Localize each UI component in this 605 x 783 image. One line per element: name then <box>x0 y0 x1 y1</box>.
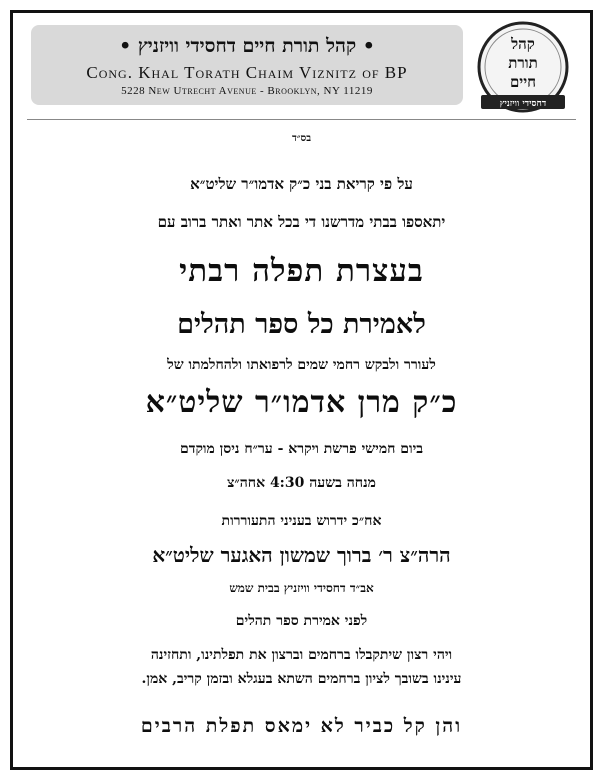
header-banner <box>31 25 463 105</box>
notice-line-5: לעורר ולבקש רחמי שמים לרפואתו ולהחלמתו של <box>167 357 436 373</box>
notice-subheadline: לאמירת כל ספר תהלים <box>177 309 426 340</box>
notice-time: מנחה בשעה 4:30 אחה״צ <box>227 475 376 491</box>
congregation-seal-icon <box>473 19 573 119</box>
notice-frame <box>10 10 593 770</box>
notice-rebbe-name: כ״ק מרן אדמו״ר שליט״א <box>145 385 458 420</box>
notice-line-2: יתאספו בבתי מדרשנו די בכל אתר ואתר ברוב עם <box>157 213 446 231</box>
notice-date: ביום חמישי פרשת ויקרא - ער״ח ניסן מוקדם <box>179 441 424 457</box>
notice-line-9: אח״כ ידרוש בעניני התעוררות <box>221 513 382 529</box>
notice-headline: בעצרת תפלה רבתי <box>179 253 424 289</box>
logo-line3: חיים <box>509 73 537 91</box>
notice-prayer-line-1: ויהי רצון שיתקבלו ברחמים וברצון את תפלתינו, ותחזינה <box>150 647 453 663</box>
header-english-name: Cong. Khal Torath Chaim Viznitz of BP <box>86 63 408 82</box>
notice-closing: והן קל כביר לא ימאס תפלת הרבים <box>140 715 463 737</box>
header-address: 5228 New Utrecht Avenue - Brooklyn, NY 11219 <box>121 85 373 97</box>
notice-line-12: לפני אמירת ספר תהלים <box>235 613 368 629</box>
logo-banner: דחסידי וויזניץ <box>499 99 547 109</box>
notice-prayer-line-2: עינינו בשובך לציון ברחמים השתא בעגלא ובזמן קריב, אמן. <box>141 671 462 687</box>
bsd-mark: בס״ד <box>291 133 312 144</box>
notice-speaker: הרה״צ ר׳ ברוך שמשון האגער שליט״א <box>152 543 451 567</box>
header-hebrew-name: • קהל תורת חיים דחסידי וויזניץ • <box>119 35 375 57</box>
header-divider <box>27 119 576 120</box>
notice-line-1: על פי קריאת בני כ״ק אדמו״ר שליט״א <box>190 175 413 193</box>
notice-speaker-title: אב״ד דחסידי וויזניץ בבית שמש <box>229 581 374 595</box>
logo-line2: תורת <box>508 54 538 72</box>
logo-line1: קהל <box>511 35 535 53</box>
